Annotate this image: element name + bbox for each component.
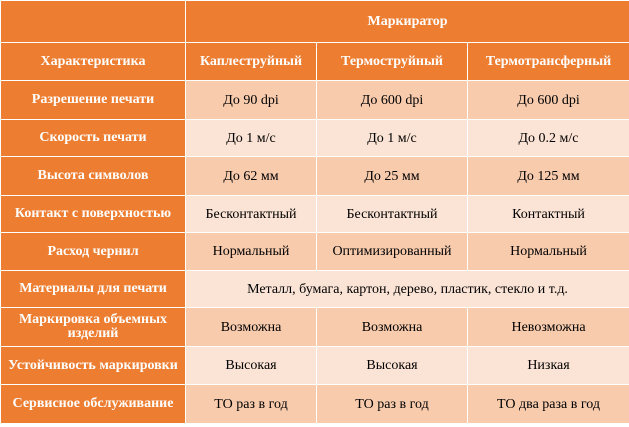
table-cell: Нормальный bbox=[186, 233, 317, 271]
table-cell: Возможна bbox=[317, 308, 468, 347]
table-header-row bbox=[1, 43, 629, 81]
table-cell: Высокая bbox=[186, 347, 317, 385]
table-row bbox=[1, 120, 629, 157]
corner-header: Характеристика bbox=[1, 43, 186, 81]
row-header: Высота символов bbox=[1, 157, 186, 196]
table-row bbox=[1, 308, 629, 347]
row-header: Расход чернил bbox=[1, 233, 186, 271]
table-cell: До 125 мм bbox=[468, 157, 629, 196]
table-cell: ТО два раза в год bbox=[468, 385, 629, 424]
table-cell: До 0.2 м/с bbox=[468, 120, 629, 157]
table-title-header: Маркиратор bbox=[186, 1, 629, 43]
table-cell: Высокая bbox=[317, 347, 468, 385]
table-cell: Бесконтактный bbox=[186, 196, 317, 233]
table-cell: Невозможна bbox=[468, 308, 629, 347]
table-row bbox=[1, 157, 629, 196]
row-header: Маркировка объемных изделий bbox=[1, 308, 186, 347]
table-cell: Низкая bbox=[468, 347, 629, 385]
table-cell: До 600 dpi bbox=[468, 81, 629, 120]
row-header: Сервисное обслуживание bbox=[1, 385, 186, 424]
table-row bbox=[1, 385, 629, 424]
column-header: Термоструйный bbox=[317, 43, 468, 81]
corner-blank-cell bbox=[1, 1, 186, 43]
table-cell: Возможна bbox=[186, 308, 317, 347]
table-cell: До 25 мм bbox=[317, 157, 468, 196]
table-cell: До 1 м/с bbox=[186, 120, 317, 157]
table-cell: До 62 мм bbox=[186, 157, 317, 196]
table-cell: Нормальный bbox=[468, 233, 629, 271]
table-row bbox=[1, 271, 629, 308]
row-header: Скорость печати bbox=[1, 120, 186, 157]
column-header: Каплеструйный bbox=[186, 43, 317, 81]
table-cell: ТО раз в год bbox=[186, 385, 317, 424]
table-row bbox=[1, 196, 629, 233]
table-cell: До 90 dpi bbox=[186, 81, 317, 120]
table-row bbox=[1, 347, 629, 385]
table-cell: До 600 dpi bbox=[317, 81, 468, 120]
table-row bbox=[1, 233, 629, 271]
table-cell: Оптимизированный bbox=[317, 233, 468, 271]
row-header: Контакт с поверхностью bbox=[1, 196, 186, 233]
table-cell: До 1 м/с bbox=[317, 120, 468, 157]
table-cell: ТО раз в год bbox=[317, 385, 468, 424]
table-row bbox=[1, 81, 629, 120]
row-header: Устойчивость маркировки bbox=[1, 347, 186, 385]
column-header: Термотрансферный bbox=[468, 43, 629, 81]
row-header: Материалы для печати bbox=[1, 271, 186, 308]
row-header: Разрешение печати bbox=[1, 81, 186, 120]
merged-table-cell: Металл, бумага, картон, дерево, пластик, стекло и т.д. bbox=[186, 271, 629, 308]
table-header-row-top bbox=[1, 1, 629, 43]
table-cell: Контактный bbox=[468, 196, 629, 233]
table-cell: Бесконтактный bbox=[317, 196, 468, 233]
